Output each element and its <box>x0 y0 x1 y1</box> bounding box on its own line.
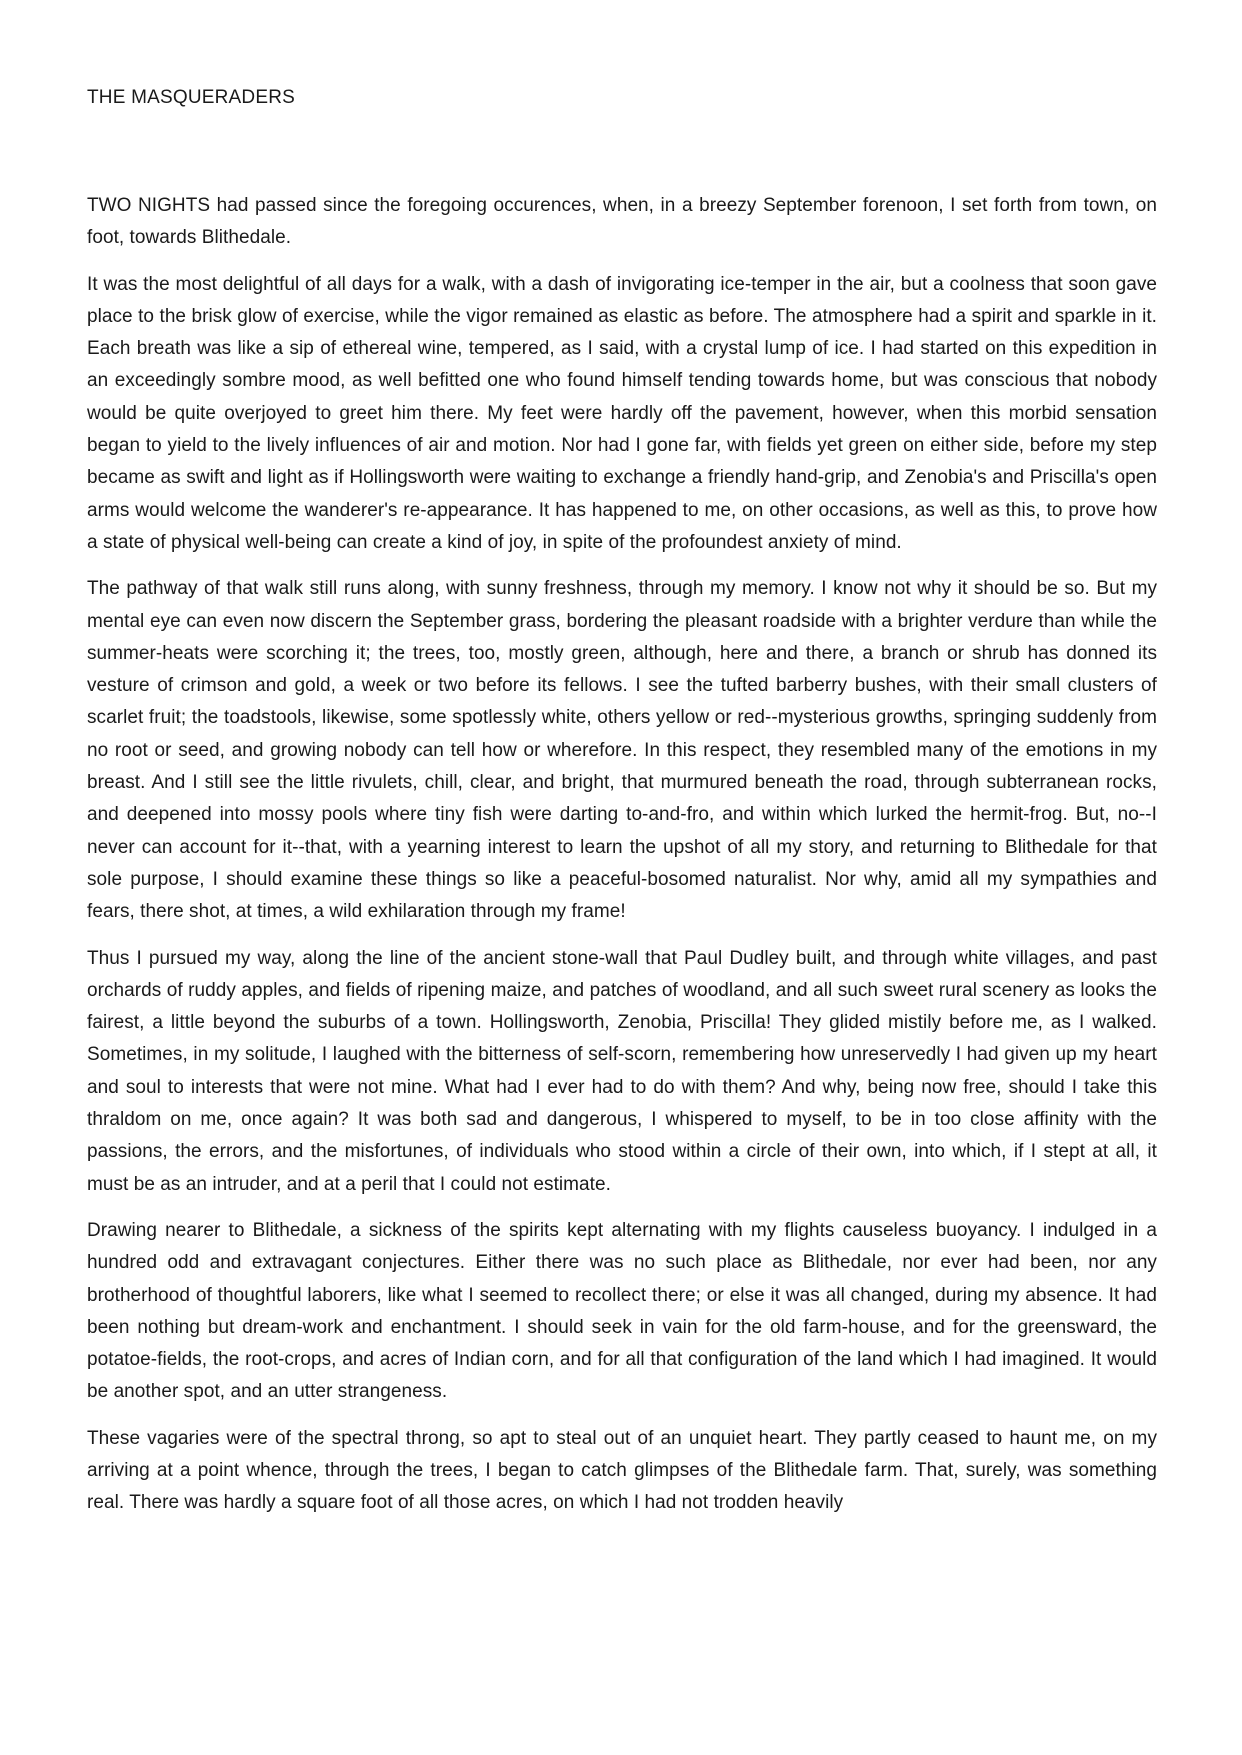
paragraph: Thus I pursued my way, along the line of the ancient stone-wall that Paul Dudley built, and through white villages, and past orchards of ruddy apples, and fields of ripening maize, and patches of woodland, and all such sweet rural scenery as looks the fairest, a little beyond the suburbs of a town. Hollingsworth, Zenobia, Priscilla! They glided mistily before me, as I walked. Sometimes, in my solitude, I laughed with the bitterness of self-scorn, remembering how unreservedly I had given up my heart and soul to interests that were not mine. What had I ever had to do with them? And why, being now free, should I take this thraldom on me, once again? It was both sad and dangerous, I whispered to myself, to be in too close affinity with the passions, the errors, and the misfortunes, of individuals who stood within a circle of their own, into which, if I stept at all, it must be as an intruder, and at a peril that I could not estimate. <box>87 947 1157 1195</box>
paragraph: These vagaries were of the spectral throng, so apt to steal out of an unquiet heart. They partly ceased to haunt me, on my arriving at a point whence, through the trees, I began to catch glimpses of the Blithedale farm. That, surely, was something real. There was hardly a square foot of all those acres, on which I had not trodden heavily <box>87 1427 1157 1514</box>
chapter-title: THE MASQUERADERS <box>87 87 296 108</box>
body-text <box>87 190 1157 1534</box>
paragraph: The pathway of that walk still runs along, with sunny freshness, through my memory. I know not why it should be so. But my mental eye can even now discern the September grass, bordering the pleasant roadside with a brighter verdure than while the summer-heats were scorching it; the trees, too, mostly green, although, here and there, a branch or shrub has donned its vesture of crimson and gold, a week or two before its fellows. I see the tufted barberry bushes, with their small clusters of scarlet fruit; the toadstools, likewise, some spotlessly white, others yellow or red--mysterious growths, springing suddenly from no root or seed, and growing nobody can tell how or wherefore. In this respect, they resembled many of the emotions in my breast. And I still see the little rivulets, chill, clear, and bright, that murmured beneath the road, through subterranean rocks, and deepened into mossy pools where tiny fish were darting to-and-fro, and within which lurked the hermit-frog. But, no--I never can account for it--that, with a yearning interest to learn the upshot of all my story, and returning to Blithedale for that sole purpose, I should examine these things so like a peaceful-bosomed naturalist. Nor why, amid all my sympathies and fears, there shot, at times, a wild exhilaration through my frame! <box>87 578 1157 923</box>
paragraph: TWO NIGHTS had passed since the foregoing occurences, when, in a breezy September forenoon, I set forth from town, on foot, towards Blithedale. <box>87 195 1157 249</box>
paragraph: Drawing nearer to Blithedale, a sickness of the spirits kept alternating with my flights causeless buoyancy. I indulged in a hundred odd and extravagant conjectures. Either there was no such place as Blithedale, nor ever had been, nor any brotherhood of thoughtful laborers, like what I seemed to recollect there; or else it was all changed, during my absence. It had been nothing but dream-work and enchantment. I should seek in vain for the old farm-house, and for the greensward, the potatoe-fields, the root-crops, and acres of Indian corn, and for all that configuration of the land which I had imagined. It would be another spot, and an utter strangeness. <box>87 1219 1157 1403</box>
paragraph: It was the most delightful of all days for a walk, with a dash of invigorating ice-temper in the air, but a coolness that soon gave place to the brisk glow of exercise, while the vigor remained as elastic as before. The atmosphere had a spirit and sparkle in it. Each breath was like a sip of ethereal wine, tempered, as I said, with a crystal lump of ice. I had started on this expedition in an exceedingly sombre mood, as well befitted one who found himself tending towards home, but was conscious that nobody would be quite overjoyed to greet him there. My feet were hardly off the pavement, however, when this morbid sensation began to yield to the lively influences of air and motion. Nor had I gone far, with fields yet green on either side, before my step became as swift and light as if Hollingsworth were waiting to exchange a friendly hand-grip, and Zenobia's and Priscilla's open arms would welcome the wanderer's re-appearance. It has happened to me, on other occasions, as well as this, to prove how a state of physical well-being can create a kind of joy, in spite of the profoundest anxiety of mind. <box>87 273 1157 553</box>
